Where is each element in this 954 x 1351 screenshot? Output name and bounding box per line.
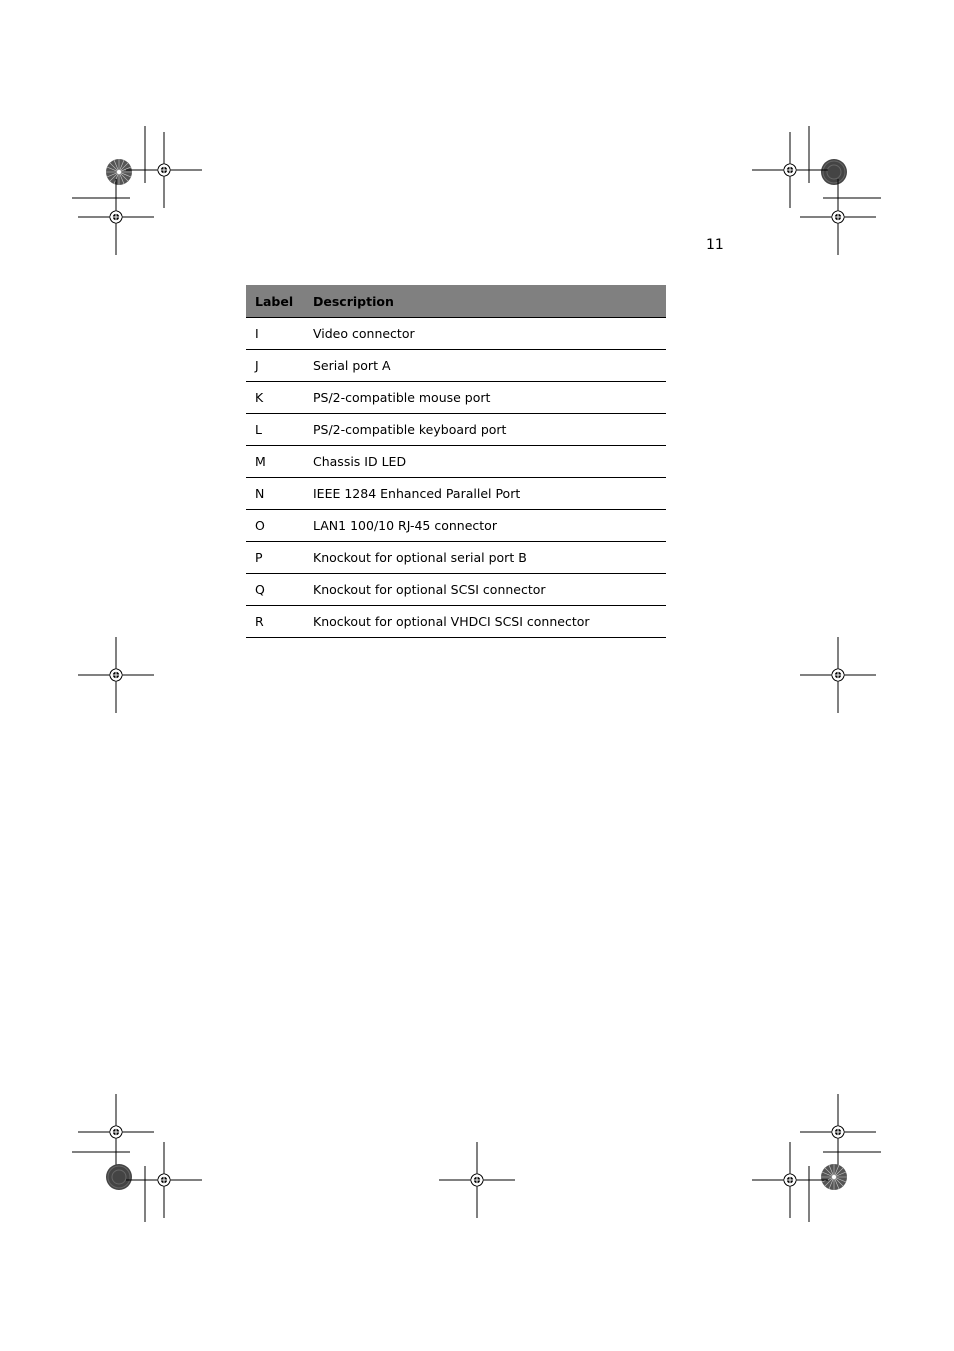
row-label: I — [246, 318, 304, 350]
registration-mark-icon — [752, 132, 828, 208]
color-bar-dot-icon — [106, 1164, 132, 1190]
row-description: Chassis ID LED — [304, 446, 666, 478]
registration-mark-icon — [800, 1094, 876, 1170]
color-bar-dot-icon — [821, 159, 847, 185]
page-number: 11 — [706, 237, 724, 253]
row-label: J — [246, 350, 304, 382]
table-row — [246, 414, 666, 446]
registration-mark-icon — [752, 1142, 828, 1218]
registration-mark-icon — [439, 1142, 515, 1218]
row-description: Serial port A — [304, 350, 666, 382]
row-label: K — [246, 382, 304, 414]
registration-mark-icon — [800, 179, 876, 255]
table-row — [246, 350, 666, 382]
table-row — [246, 446, 666, 478]
row-label: Q — [246, 574, 304, 606]
row-label: L — [246, 414, 304, 446]
row-label: N — [246, 478, 304, 510]
row-description: PS/2-compatible keyboard port — [304, 414, 666, 446]
row-description: IEEE 1284 Enhanced Parallel Port — [304, 478, 666, 510]
table-row — [246, 606, 666, 638]
table-row — [246, 574, 666, 606]
row-description: Knockout for optional VHDCI SCSI connector — [304, 606, 666, 638]
connector-label-table — [246, 285, 666, 638]
row-description: LAN1 100/10 RJ-45 connector — [304, 510, 666, 542]
row-label: R — [246, 606, 304, 638]
table-header-row — [246, 285, 666, 318]
color-bar-star-icon — [106, 159, 132, 185]
column-header-label: Label — [246, 285, 304, 318]
table-row — [246, 510, 666, 542]
registration-mark-icon — [126, 1142, 202, 1218]
registration-mark-icon — [78, 179, 154, 255]
table-row — [246, 478, 666, 510]
table-row — [246, 542, 666, 574]
row-description: Video connector — [304, 318, 666, 350]
registration-mark-icon — [78, 637, 154, 713]
row-description: Knockout for optional serial port B — [304, 542, 666, 574]
registration-mark-icon — [126, 132, 202, 208]
registration-mark-icon — [800, 637, 876, 713]
row-description: Knockout for optional SCSI connector — [304, 574, 666, 606]
table-row — [246, 382, 666, 414]
color-bar-star-icon — [821, 1164, 847, 1190]
table-row — [246, 318, 666, 350]
row-label: M — [246, 446, 304, 478]
row-label: P — [246, 542, 304, 574]
row-label: O — [246, 510, 304, 542]
registration-mark-icon — [78, 1094, 154, 1170]
row-description: PS/2-compatible mouse port — [304, 382, 666, 414]
column-header-description: Description — [304, 285, 666, 318]
